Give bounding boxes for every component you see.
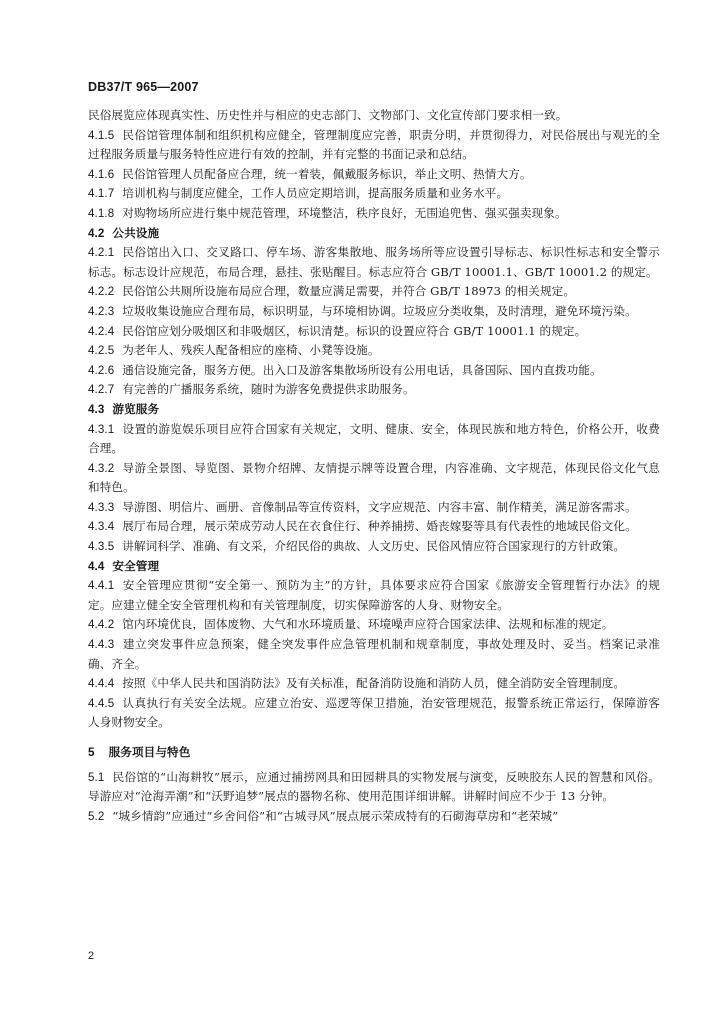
clause-text: 导游全景图、导览图、景物介绍牌、友情提示牌等设置合理，内容准确、文字规范，体现民俗文化气息和特色。 <box>88 460 660 495</box>
clause-paragraph <box>88 635 660 674</box>
clause-text: 民俗馆应划分吸烟区和非吸烟区，标识清楚。标识的设置应符合 GB/T 10001.1 的规定。 <box>122 323 587 338</box>
clause-text: 安全管理 <box>112 558 160 573</box>
clause-text: 建立突发事件应急预案，健全突发事件应急管理机制和规章制度，事故处理及时、妥当。档案记录准确、齐全。 <box>88 637 660 671</box>
clause-text: 安全管理应贯彻“安全第一、预防为主”的方针，具体要求应符合国家《旅游安全管理暂行办法》的规定。应建立健全安全管理机构和有关管理制度，切实保障游客的人身、财物安全。 <box>88 578 660 612</box>
clause-text: 认真执行有关安全法规。应建立治安、巡逻等保卫措施，治安管理规范，报警系统正常运行，保障游客人身财物安全。 <box>88 695 660 730</box>
clause-number: 4.4.3 <box>88 638 115 652</box>
clause-number: 4.4.4 <box>88 677 115 691</box>
clause-paragraph <box>88 498 660 518</box>
clause-paragraph <box>88 807 660 827</box>
clause-number: 5.1 <box>88 770 105 784</box>
chapter-heading <box>88 743 660 763</box>
clause-paragraph <box>88 694 660 733</box>
clause-text: “城乡情韵”应通过“乡舍问俗”和“古城寻风”展点展示荣成特有的石砌海草房和“老荣城” <box>112 808 559 823</box>
clause-paragraph <box>88 615 660 635</box>
clause-text: 民俗馆管理体制和组织机构应健全，管理制度应完善，职责分明，并贯彻得力，对民俗展出与观光的全过程服务质量与服务特性应进行有效的控制，并有完整的书面记录和总结。 <box>88 127 660 162</box>
document-body <box>88 106 660 826</box>
clause-text: 对购物场所应进行集中规范管理，环境整洁，秩序良好，无围追兜售、强买强卖现象。 <box>122 205 567 220</box>
clause-text: 为老年人、残疾人配备相应的座椅、小凳等设施。 <box>122 343 380 358</box>
clause-text: 民俗馆公共厕所设施布局应合理，数量应满足需要，并符合 GB/T 18973 的相关规定。 <box>122 284 576 299</box>
section-heading <box>88 557 660 577</box>
clause-paragraph <box>88 243 660 282</box>
clause-number: 4.2.4 <box>88 324 115 338</box>
clause-paragraph <box>88 204 660 224</box>
clause-number: 4.1.7 <box>88 187 115 201</box>
clause-number: 4.4.5 <box>88 696 115 710</box>
clause-number: 4.2.5 <box>88 344 115 358</box>
clause-paragraph <box>88 361 660 381</box>
clause-text: 民俗馆管理人员配备应合理，统一着装，佩戴服务标识，举止文明、热情大方。 <box>122 166 532 181</box>
clause-number: 4.3.4 <box>88 520 115 534</box>
clause-paragraph <box>88 420 660 459</box>
clause-number: 4.4.2 <box>88 618 115 632</box>
clause-text: 按照《中华人民共和国消防法》及有关标准，配备消防设施和消防人员，健全消防安全管理制度。 <box>122 676 626 691</box>
clause-text: 通信设施完备，服务方便。出入口及游客集散场所设有公用电话，具备国际、国内直拨功能。 <box>122 362 602 377</box>
clause-paragraph <box>88 302 660 322</box>
clause-number: 4.1.5 <box>88 128 115 142</box>
clause-paragraph <box>88 768 660 807</box>
clause-text: 民俗展览应体现真实性、历史性并与相应的史志部门、文物部门、文化宣传部门要求相一致。 <box>88 108 568 122</box>
clause-number: 4.2.2 <box>88 285 115 299</box>
clause-paragraph <box>88 537 660 557</box>
clause-text: 服务项目与特色 <box>108 745 191 759</box>
clause-paragraph <box>88 282 660 302</box>
clause-paragraph <box>88 380 660 400</box>
clause-number: 4.4.1 <box>88 579 115 593</box>
document-code-header: DB37/T 965—2007 <box>88 80 199 94</box>
clause-number: 5.2 <box>88 809 105 823</box>
page-number: 2 <box>88 950 95 962</box>
clause-text: 讲解词科学、准确、有文采，介绍民俗的典故、人文历史、民俗风情应符合国家现行的方针政策。 <box>122 539 626 554</box>
clause-text: 设置的游览娱乐项目应符合国家有关规定，文明、健康、安全，体现民族和地方特色，价格公开，收费合理。 <box>88 421 660 456</box>
clause-paragraph <box>88 517 660 537</box>
clause-paragraph <box>88 459 660 498</box>
clause-number: 4.3 <box>88 402 105 416</box>
clause-text: 游览服务 <box>112 401 160 416</box>
clause-text: 民俗馆出入口、交叉路口、停车场、游客集散地、服务场所等应设置引导标志、标识性标志和安全警示标志。标志设计应规范，布局合理，悬挂、张贴醒目。标志应符合 GB/T 10001.1、GB/T 10001.2 的规定。 <box>88 245 660 279</box>
clause-number: 4.3.3 <box>88 500 115 514</box>
clause-number: 4.3.1 <box>88 422 115 436</box>
clause-number: 4.1.8 <box>88 206 115 220</box>
clause-number: 4.3.5 <box>88 540 115 554</box>
clause-text: 馆内环境优良，固体废物、大气和水环境质量、环境噪声应符合国家法律、法规和标准的规定。 <box>122 617 614 632</box>
clause-number: 4.2.7 <box>88 383 115 397</box>
clause-text: 公共设施 <box>112 225 160 240</box>
clause-number: 4.2.3 <box>88 304 115 318</box>
section-heading <box>88 224 660 244</box>
clause-text: 导游图、明信片、画册、音像制品等宣传资料，文字应规范、内容丰富、制作精美，满足游客需求。 <box>122 499 637 514</box>
clause-number: 4.2.6 <box>88 363 115 377</box>
clause-number: 5 <box>88 746 95 759</box>
clause-paragraph <box>88 165 660 185</box>
clause-paragraph <box>88 341 660 361</box>
clause-number: 4.2 <box>88 226 105 240</box>
clause-text: 垃圾收集设施应合理布局，标识明显，与环境相协调。垃圾应分类收集，及时清理，避免环境污染。 <box>122 303 637 318</box>
clause-text: 民俗馆的“山海耕牧”展示，应通过捕捞网具和田园耕具的实物发展与演变，反映胶东人民的智慧和风俗。导游应对“沧海弄潮”和“沃野追梦”展点的器物名称、使用范围详细讲解。讲解时间应不少于 13 分钟。 <box>88 769 660 804</box>
clause-number: 4.3.2 <box>88 461 115 475</box>
clause-number: 4.4 <box>88 559 105 573</box>
clause-paragraph <box>88 184 660 204</box>
clause-paragraph <box>88 126 660 165</box>
section-heading <box>88 400 660 420</box>
clause-paragraph <box>88 322 660 342</box>
clause-paragraph <box>88 674 660 694</box>
clause-text: 有完善的广播服务系统，随时为游客免费提供求助服务。 <box>122 382 415 397</box>
clause-number: 4.2.1 <box>88 246 115 260</box>
clause-paragraph <box>88 576 660 615</box>
clause-number: 4.1.6 <box>88 167 115 181</box>
clause-text: 培训机构与制度应健全，工作人员应定期培训，提高服务质量和业务水平。 <box>122 186 509 201</box>
clause-paragraph <box>88 106 660 126</box>
clause-text: 展厅布局合理，展示荣成劳动人民在衣食住行、种养捕捞、婚丧嫁娶等具有代表性的地域民俗文化。 <box>122 519 637 534</box>
